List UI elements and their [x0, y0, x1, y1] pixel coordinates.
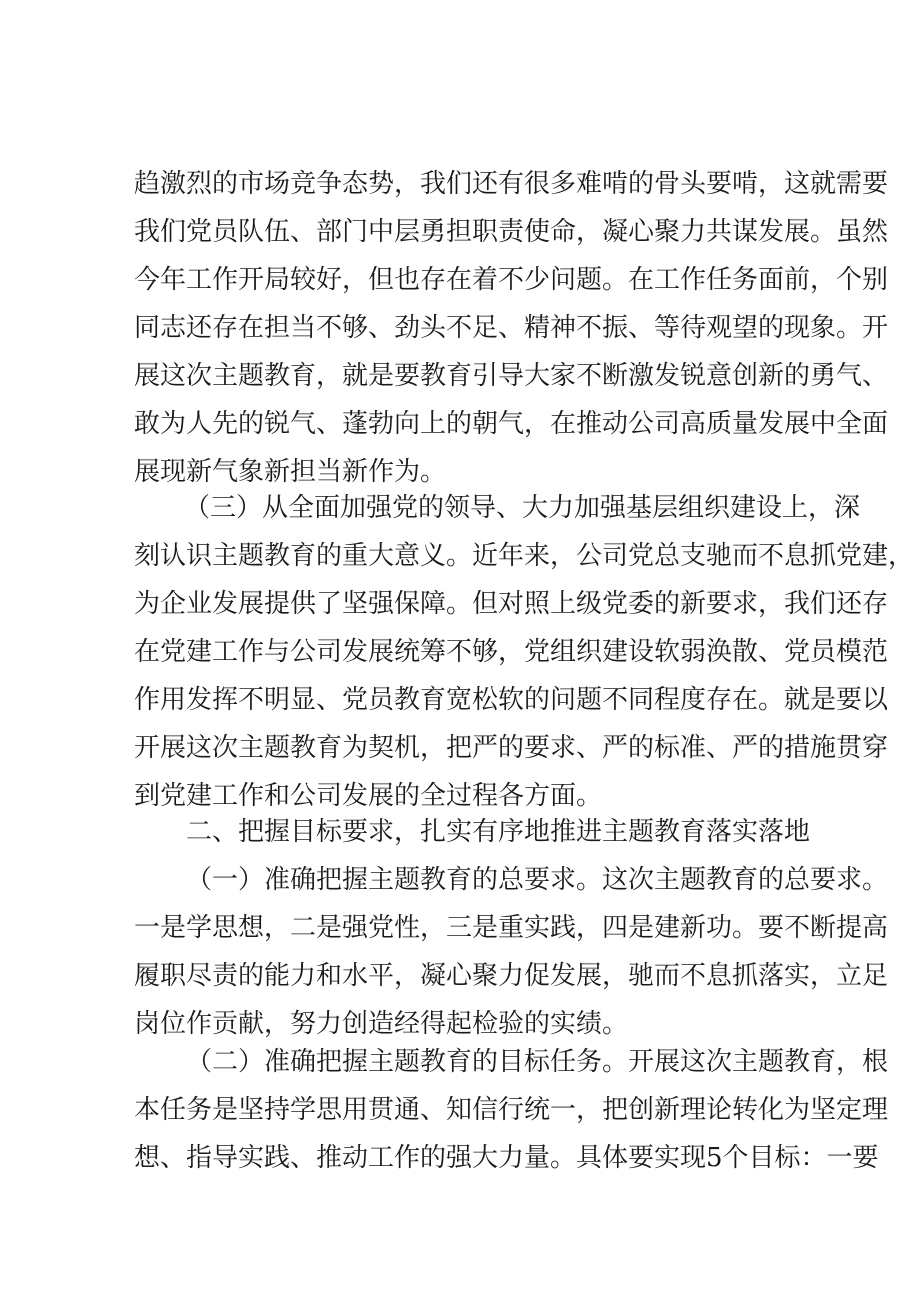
section-three-heading-line: （三）从全面加强党的领导、大力加强基层组织建设上，深 [184, 493, 861, 523]
body-text-line: 履职尽责的能力和水平，凝心聚力促发展，驰而不息抓落实，立足 [134, 961, 889, 991]
body-text-line: 展这次主题教育，就是要教育引导大家不断激发锐意创新的勇气、 [134, 361, 889, 391]
body-text-line: 在党建工作与公司发展统筹不够，党组织建设软弱涣散、党员模范 [134, 637, 889, 667]
body-text-line: 本任务是坚持学思用贯通、知信行统一，把创新理论转化为坚定理 [134, 1095, 889, 1125]
subsection-one-heading-line: （一）准确把握主题教育的总要求。这次主题教育的总要求。 [186, 865, 889, 895]
body-text-line: 想、指导实践、推动工作的强大力量。具体要实现5个目标：一要 [134, 1143, 879, 1173]
body-text-line: 到党建工作和公司发展的全过程各方面。 [134, 781, 603, 811]
body-text-line: 今年工作开局较好，但也存在着不少问题。在工作任务面前，个别 [134, 265, 889, 295]
subsection-two-heading-line: （二）准确把握主题教育的目标任务。开展这次主题教育，根 [186, 1047, 889, 1077]
body-text-line: 刻认识主题教育的重大意义。近年来，公司党总支驰而不息抓党建， [134, 541, 915, 571]
body-text-line: 为企业发展提供了坚强保障。但对照上级党委的新要求，我们还存 [134, 589, 889, 619]
body-text-line: 趋激烈的市场竞争态势，我们还有很多难啃的骨头要啃，这就需要 [134, 169, 889, 199]
body-text-line: 作用发挥不明显、党员教育宽松软的问题不同程度存在。就是要以 [134, 685, 889, 715]
body-text-line: 我们党员队伍、部门中层勇担职责使命，凝心聚力共谋发展。虽然 [134, 217, 889, 247]
body-text-line: 一是学思想，二是强党性，三是重实践，四是建新功。要不断提高 [134, 913, 889, 943]
body-text-line: 敢为人先的锐气、蓬勃向上的朝气，在推动公司高质量发展中全面 [134, 409, 889, 439]
body-text-line: 岗位作贡献，努力创造经得起检验的实绩。 [134, 1009, 629, 1039]
body-text-line: 开展这次主题教育为契机，把严的要求、严的标准、严的措施贯穿 [134, 733, 889, 763]
body-text-line: 展现新气象新担当新作为。 [134, 457, 447, 487]
body-text-line: 同志还存在担当不够、劲头不足、精神不振、等待观望的现象。开 [134, 313, 889, 343]
section-two-heading: 二、把握目标要求，扎实有序地推进主题教育落实落地 [186, 817, 811, 847]
